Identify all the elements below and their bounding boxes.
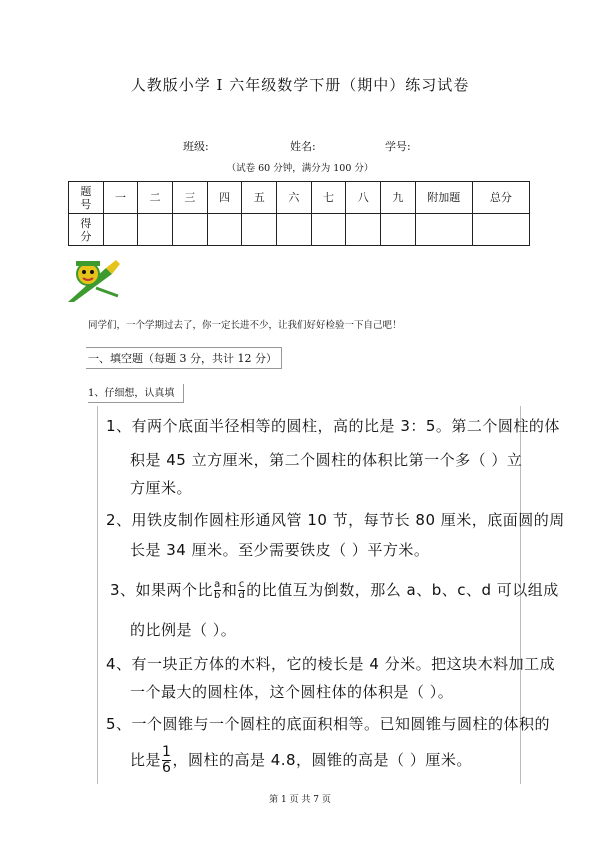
fraction-c-over-d: $\frac{c}{d}$ xyxy=(238,579,246,601)
score-cell[interactable] xyxy=(173,214,208,246)
q5-prefix: 比是 xyxy=(130,751,162,769)
section-heading: 一、填空题（每题 3 分，共计 12 分） xyxy=(86,347,282,369)
col-header: 六 xyxy=(277,182,312,214)
score-cell[interactable] xyxy=(415,214,472,246)
col-header: 三 xyxy=(173,182,208,214)
score-cell[interactable] xyxy=(311,214,346,246)
q5-suffix: ，圆柱的高是 4.8，圆锥的高是（ ）厘米。 xyxy=(172,751,472,769)
question-2-line-1: 2、用铁皮制作圆柱形通风管 10 节，每节长 80 厘米，底面圆的周 xyxy=(106,511,565,529)
student-id-label: 学号: xyxy=(385,140,411,153)
score-cell[interactable] xyxy=(346,214,381,246)
name-label: 姓名: xyxy=(290,140,316,153)
question-2-line-2: 长是 34 厘米。至少需要铁皮（ ）平方米。 xyxy=(130,541,430,559)
question-5-line-1: 5、一个圆锥与一个圆柱的底面积相等。已知圆锥与圆柱的体积的 xyxy=(106,715,551,733)
score-cell[interactable] xyxy=(103,214,138,246)
col-header: 七 xyxy=(311,182,346,214)
question-frame xyxy=(97,406,565,784)
col-header: 总分 xyxy=(472,182,529,214)
fraction-a-over-b: $\frac{a}{b}$ xyxy=(214,579,221,601)
score-cell[interactable] xyxy=(138,214,173,246)
question-4-line-1: 4、有一块正方体的木料，它的棱长是 4 分米。把这块木料加工成 xyxy=(106,655,556,673)
fraction-one-sixth: $\frac{1}{6}$ xyxy=(162,744,172,776)
score-table xyxy=(68,181,530,246)
score-table-score-row xyxy=(69,214,530,246)
col-header: 四 xyxy=(207,182,242,214)
question-1-line-3: 方厘米。 xyxy=(130,479,193,497)
score-cell[interactable] xyxy=(472,214,529,246)
class-label: 班级: xyxy=(183,140,209,153)
score-cell[interactable] xyxy=(207,214,242,246)
col-header: 五 xyxy=(242,182,277,214)
col-header: 附加题 xyxy=(415,182,472,214)
question-3-line-2: 的比例是（ ）。 xyxy=(130,621,237,639)
question-1-line-2: 积是 45 立方厘米，第二个圆柱的体积比第一个多（ ）立 xyxy=(130,451,523,469)
col-header: 二 xyxy=(138,182,173,214)
greeting-text: 同学们，一个学期过去了，你一定长进不少，让我们好好检验一下自己吧！ xyxy=(88,320,402,331)
col-header: 八 xyxy=(346,182,381,214)
question-3-line-1 xyxy=(110,572,559,608)
q3-mid: 和 xyxy=(221,581,238,599)
col-header: 一 xyxy=(103,182,138,214)
section-subheading: 1、仔细想，认真填 xyxy=(88,384,184,403)
exam-note: （试卷 60 分钟，满分为 100 分） xyxy=(226,163,374,174)
question-1-line-1: 1、有两个底面半径相等的圆柱，高的比是 3：5。第二个圆柱的体 xyxy=(106,417,560,435)
page-title: 人教版小学 Ⅰ 六年级数学下册（期中）练习试卷 xyxy=(130,76,470,94)
question-5-line-2 xyxy=(130,742,472,778)
col-header: 九 xyxy=(381,182,416,214)
score-cell[interactable] xyxy=(242,214,277,246)
row-header-score: 得分 xyxy=(69,214,104,246)
question-4-line-2: 一个最大的圆柱体，这个圆柱体的体积是（ ）。 xyxy=(130,683,454,701)
q3-prefix: 3、如果两个比 xyxy=(110,581,214,599)
score-cell[interactable] xyxy=(381,214,416,246)
pencil-mascot-icon xyxy=(66,258,122,304)
page-footer: 第 1 页 共 7 页 xyxy=(269,795,331,805)
score-cell[interactable] xyxy=(277,214,312,246)
q3-suffix: 的比值互为倒数，那么 a、b、c、d 可以组成 xyxy=(246,581,559,599)
row-header-question: 题号 xyxy=(69,182,104,214)
score-table-header-row xyxy=(69,182,530,214)
